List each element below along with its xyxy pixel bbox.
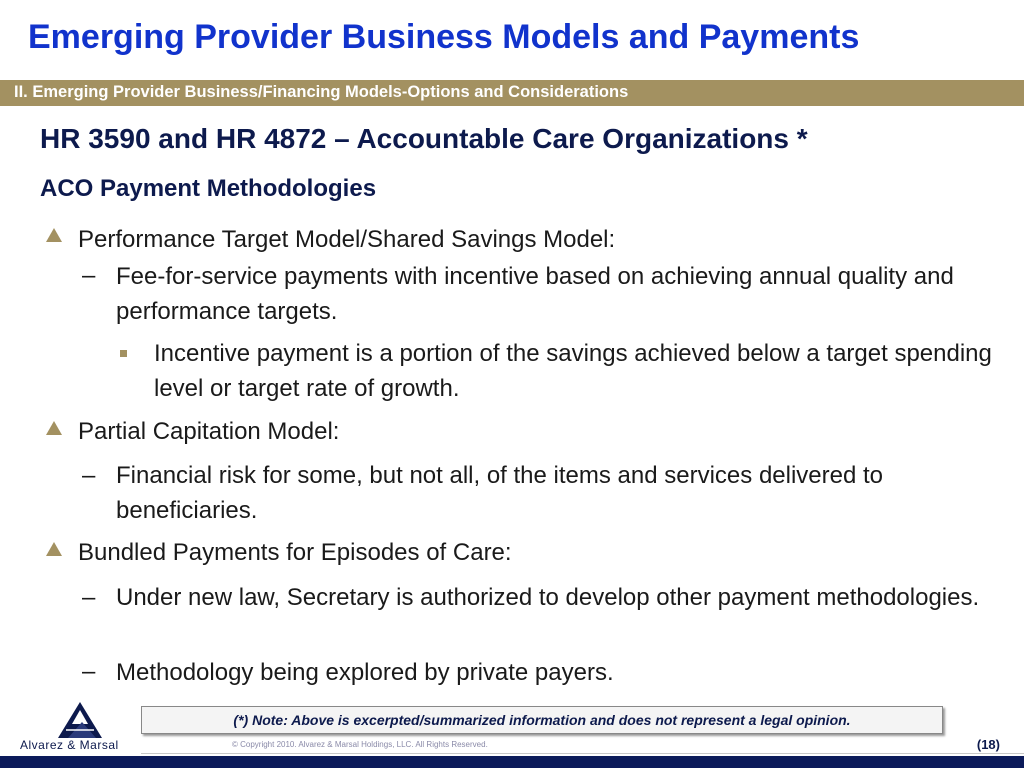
slide-title: Emerging Provider Business Models and Payments	[28, 18, 860, 56]
triangle-bullet-icon	[46, 228, 62, 242]
copyright-text: © Copyright 2010. Alvarez & Marsal Holdings, LLC. All Rights Reserved.	[232, 740, 488, 749]
bullet-item: Fee-for-service payments with incentive based on achieving annual quality and performance targets.	[116, 263, 954, 325]
section-label: II. Emerging Provider Business/Financing Models-Options and Considerations	[14, 83, 629, 101]
slide-heading: HR 3590 and HR 4872 – Accountable Care Organizations *	[40, 123, 808, 154]
dash-bullet-icon: –	[82, 584, 96, 611]
bullet-item: Financial risk for some, but not all, of the items and services delivered to beneficiaries.	[116, 462, 884, 524]
bullet-item: Incentive payment is a portion of the savings achieved below a target spending level or target rate of growth.	[154, 340, 992, 402]
page-number: (18)	[976, 737, 1000, 752]
bullet-item: Under new law, Secretary is authorized to develop other payment methodologies.	[116, 584, 980, 611]
logo-text: Alvarez & Marsal	[20, 738, 119, 752]
dash-bullet-icon: –	[82, 262, 96, 289]
bullet-item: Partial Capitation Model:	[78, 418, 340, 445]
bullet-item: Methodology being explored by private payers.	[116, 659, 614, 686]
bullet-item: Performance Target Model/Shared Savings Model:	[78, 226, 616, 253]
bullet-item: Bundled Payments for Episodes of Care:	[78, 539, 512, 566]
section-bar	[0, 80, 1024, 106]
footer-divider	[141, 753, 1024, 754]
footer-band	[0, 756, 1024, 768]
dash-bullet-icon: –	[82, 658, 96, 685]
slide-subheading: ACO Payment Methodologies	[40, 175, 377, 202]
triangle-bullet-icon	[46, 542, 62, 556]
square-bullet-icon	[120, 350, 127, 357]
note-box	[141, 706, 943, 734]
dash-bullet-icon: –	[82, 462, 96, 489]
triangle-bullet-icon	[46, 421, 62, 435]
note-text: (*) Note: Above is excerpted/summarized information and does not represent a legal opinion.	[233, 712, 851, 728]
company-logo-icon	[52, 700, 108, 740]
